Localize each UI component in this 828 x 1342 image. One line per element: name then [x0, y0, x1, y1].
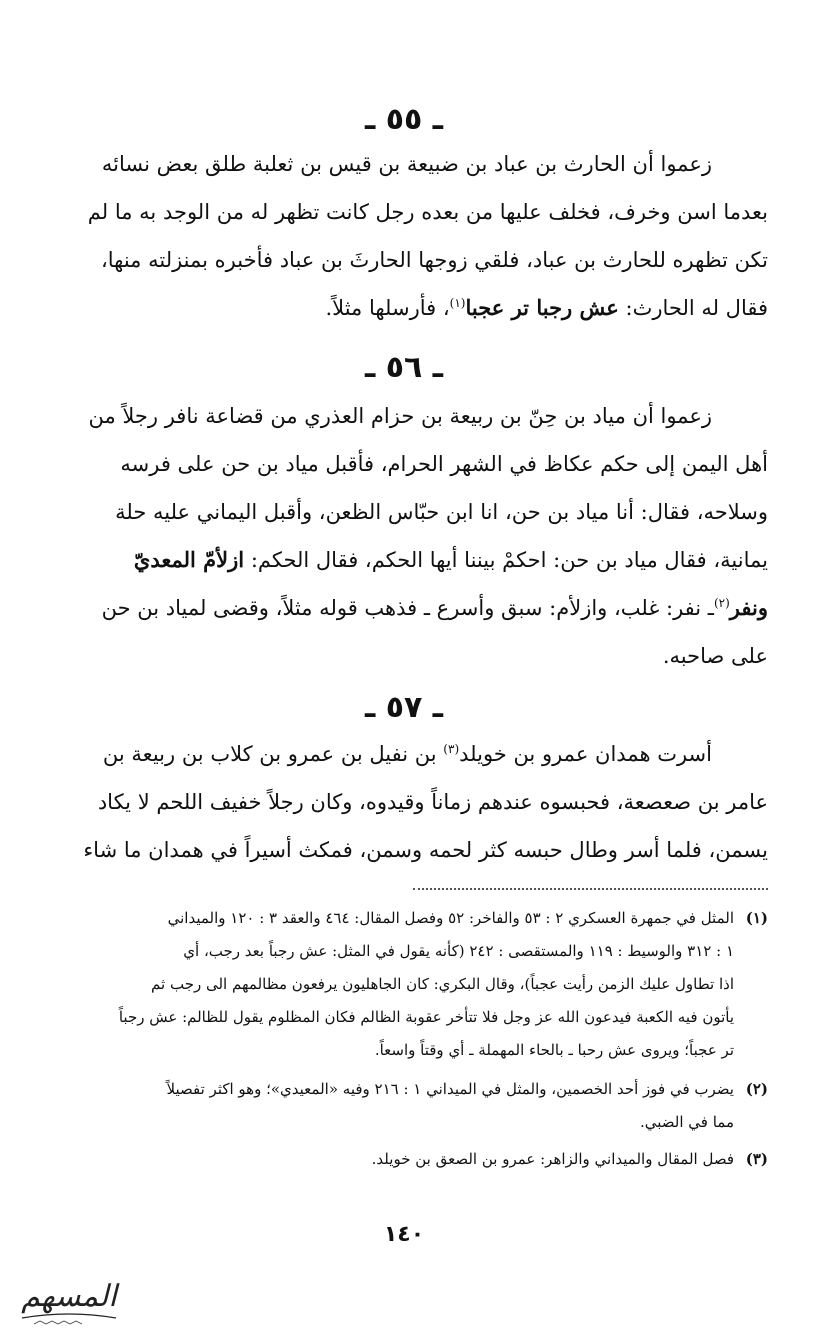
footnote-line: اذا تطاول عليك الزمن رأيت عجباً)، وقال البكري: كان الجاهليون يرفعون مظالمهم الى رجب ثم [151, 975, 734, 993]
paragraph-line: على صاحبه. [662, 644, 768, 668]
footnote-1 [40, 902, 768, 1067]
watermark-logo [14, 1266, 124, 1330]
section-heading-57: ـ ٥٧ ـ [364, 690, 444, 725]
proverb-text: عش رجبا تر عجبا [465, 295, 619, 320]
footnote-2 [40, 1073, 768, 1139]
footnote-line: ١ : ٣١٢ والوسيط : ١١٩ والمستقصى : ٢٤٢ (كأنه يقول في المثل: عش رجباً بعد رجب، أي [183, 942, 734, 960]
paragraph-line: تكن تظهره للحارث بن عباد، فلقي زوجها الحارثَ بن عباد فأخبره بمنزلته منها، [100, 248, 768, 272]
section-heading-56: ـ ٥٦ ـ [364, 350, 444, 385]
footnote-number: (٢) [745, 1080, 768, 1098]
proverb-text: ازلأمّ المعديّ [133, 547, 245, 572]
footnote-line: يضرب في فوز أحد الخصمين، والمثل في الميداني ١ : ٢١٦ وفيه «المعيدي»؛ وهو اكثر تفصيلاً [166, 1080, 734, 1098]
proverb-text: ونفر [729, 595, 768, 620]
footnote-number: (٣) [745, 1150, 768, 1168]
footnote-separator [413, 888, 768, 890]
footnotes [40, 902, 768, 1180]
footnote-line: فصل المقال والميداني والزاهر: عمرو بن الصعق بن خويلد. [371, 1150, 734, 1168]
text-span: فقال له الحارث: [625, 296, 768, 320]
section-heading-55: ـ ٥٥ ـ [364, 102, 444, 137]
paragraph-line: زعموا أن مياد بن حِنّ بن ربيعة بن حزام العذري من قضاعة نافر رجلاً من [88, 404, 712, 428]
paragraph-line: وسلاحه، فقال: أنا مياد بن حن، انا ابن حبّاس الظعن، وأقبل اليماني عليه حلة [115, 500, 768, 524]
footnote-line: يأتون فيه الكعبة فيدعون الله عز وجل فلا تتأخر عقوبة الظالم فكان المظلوم يقول للظالم: عش رجباً [118, 1008, 734, 1026]
footnote-ref-3: (٣) [443, 742, 460, 756]
footnote-number: (١) [745, 909, 768, 927]
watermark-text: المسهم [21, 1279, 117, 1314]
watermark-calligraphy-icon [14, 1266, 124, 1330]
page-number: ١٤٠ [383, 1222, 425, 1247]
paragraph-line [40, 584, 768, 632]
text-span: يمانية، فقال مياد بن حن: احكمْ بيننا أيها الحكم، فقال الحكم: [250, 548, 768, 572]
footnote-3 [40, 1143, 768, 1176]
paragraph-line: عامر بن صعصعة، فحبسوه عندهم زماناً وقيدوه، وكان رجلاً خفيف اللحم لا يكاد [97, 790, 768, 814]
paragraph-line: أهل اليمن إلى حكم عكاظ في الشهر الحرام، فأقبل مياد بن حن على فرسه [120, 452, 768, 476]
footnote-line: المثل في جمهرة العسكري ٢ : ٥٣ والفاخر: ٥٢ وفصل المقال: ٤٦٤ والعقد ٣ : ١٢٠ والميداني [167, 909, 734, 927]
paragraph-line [40, 536, 768, 584]
footnote-ref-1: (١) [449, 296, 466, 310]
section-57-body [40, 730, 768, 874]
footnote-line: مما في الضبي. [639, 1113, 734, 1131]
text-span: ـ نفر: غلب، وازلأم: سبق وأسرع ـ فذهب قوله مثلاً، وقضى لمياد بن حن [101, 596, 714, 620]
paragraph-line [40, 284, 768, 332]
paragraph-line [40, 730, 768, 778]
paragraph-line: يسمن، فلما أسر وطال حبسه كثر لحمه وسمن، فمكث أسيراً في همدان ما شاء [83, 838, 768, 862]
section-55-body [40, 140, 768, 332]
text-span: أسرت همدان عمرو بن خويلد [459, 742, 712, 766]
section-56-body [40, 392, 768, 680]
footnote-ref-2: (٢) [713, 596, 730, 610]
text-span: بن نفيل بن عمرو بن كلاب بن ربيعة بن [102, 742, 437, 766]
paragraph-line: زعموا أن الحارث بن عباد بن ضبيعة بن قيس بن ثعلبة طلق بعض نسائه [101, 152, 712, 176]
paragraph-line: بعدما اسن وخرف، فخلف عليها من بعده رجل كانت تظهر له من الوجد به ما لم [87, 200, 768, 224]
footnote-line: تر عجباً؛ ويروى عش رحبا ـ بالحاء المهملة ـ أي وقتاً واسعاً. [374, 1041, 734, 1059]
book-page [40, 0, 768, 1342]
text-span: ، فأرسلها مثلاً. [325, 296, 450, 320]
